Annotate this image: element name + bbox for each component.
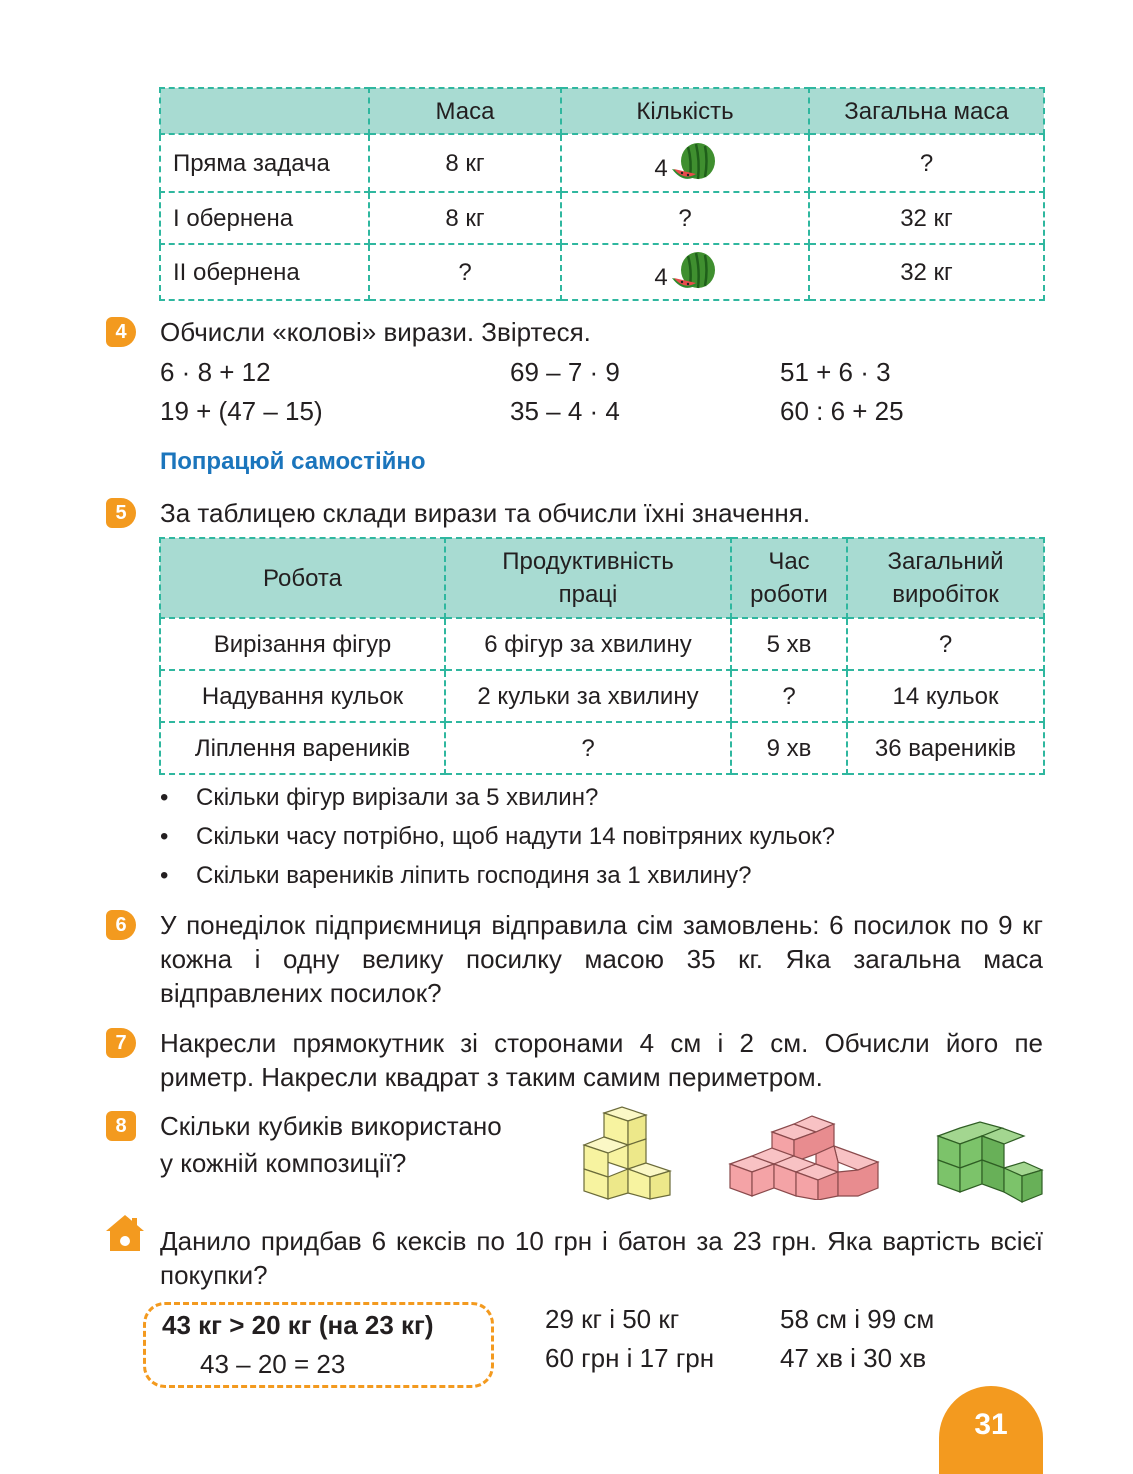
expression: 35 – 4 · 4 — [510, 396, 620, 426]
cell-count — [561, 244, 809, 300]
question-item — [160, 818, 835, 856]
question-text: Скільки часу потрібно, щоб надути 14 повітряних кульок? — [196, 823, 835, 850]
cell-count — [561, 134, 809, 192]
cell: ? — [445, 722, 731, 774]
task-number-badge: 7 — [106, 1028, 136, 1058]
table-row — [160, 244, 1044, 300]
pair: 60 грн і 17 грн — [545, 1343, 715, 1373]
bullet-icon: • — [160, 823, 169, 850]
table-header-row — [160, 88, 1044, 134]
cell: Надування кульок — [160, 670, 445, 722]
pair: 58 см і 99 см — [780, 1304, 935, 1334]
table-row — [160, 618, 1044, 670]
table-row — [160, 134, 1044, 192]
section-heading: Попрацюй самостійно — [160, 448, 426, 475]
example-subtraction: 43 – 20 = 23 — [200, 1349, 346, 1379]
homework-text: Данило придбав 6 кексів по 10 грн і батон за 23 грн. Яка вартість всієї покупки? — [160, 1226, 1043, 1290]
header-line: Продуктивність — [502, 548, 674, 575]
count-value: 4 — [654, 264, 668, 291]
cell: 6 фігур за хвилину — [445, 618, 731, 670]
yellow-cubes-figure — [580, 1105, 672, 1201]
pink-cubes-figure — [728, 1112, 882, 1200]
cell: 9 хв — [731, 722, 847, 774]
bullet-icon: • — [160, 862, 169, 889]
cell: ? — [809, 134, 1044, 192]
expression: 69 – 7 · 9 — [510, 357, 620, 387]
header-cell: Робота — [160, 538, 445, 618]
table-header-row — [160, 538, 1044, 618]
expression: 60 : 6 + 25 — [780, 396, 904, 426]
cell: Ліплення вареників — [160, 722, 445, 774]
question-item — [160, 779, 598, 817]
cell: 8 кг — [369, 134, 561, 192]
header-line: праці — [558, 581, 618, 608]
cell: ? — [847, 618, 1044, 670]
cell: 32 кг — [809, 244, 1044, 300]
cell: Вирізання фігур — [160, 618, 445, 670]
cell: 32 кг — [809, 192, 1044, 244]
table-row — [160, 192, 1044, 244]
header-line: Час — [768, 548, 810, 575]
header-line: виробіток — [892, 581, 999, 608]
row-label: II обернена — [160, 244, 369, 300]
header-cell — [847, 538, 1044, 618]
question-text: Скільки вареників ліпить господиня за 1 хвилину? — [196, 862, 752, 889]
cell: 2 кульки за хвилину — [445, 670, 731, 722]
task-number-badge: 5 — [106, 498, 136, 528]
expression: 19 + (47 – 15) — [160, 396, 323, 426]
cell: 14 кульок — [847, 670, 1044, 722]
header-cell: Загальна маса — [809, 88, 1044, 134]
task8-line2: у кожній композиції? — [160, 1148, 407, 1178]
green-cubes-figure — [934, 1118, 1044, 1204]
watermelon-icon — [670, 250, 716, 294]
task-number-badge: 4 — [106, 317, 136, 347]
table-row — [160, 670, 1044, 722]
work-table — [159, 537, 1045, 775]
question-item — [160, 857, 752, 895]
task4-text: Обчисли «колові» вирази. Звіртеся. — [160, 317, 591, 347]
row-label: Пряма задача — [160, 134, 369, 192]
cell: 36 вареників — [847, 722, 1044, 774]
expression: 6 · 8 + 12 — [160, 357, 271, 387]
task5-text: За таблицею склади вирази та обчисли їхні значення. — [160, 498, 811, 528]
header-cell — [160, 88, 369, 134]
expression: 51 + 6 · 3 — [780, 357, 891, 387]
task-number-badge: 8 — [106, 1111, 136, 1141]
cell: 8 кг — [369, 192, 561, 244]
home-icon — [104, 1213, 146, 1253]
watermelon-icon — [670, 141, 716, 185]
cell: ? — [561, 192, 809, 244]
header-line: роботи — [750, 581, 828, 608]
count-value: 4 — [654, 155, 668, 182]
task8-line1: Скільки кубиків використано — [160, 1111, 502, 1141]
header-line: Загальний — [887, 548, 1004, 575]
question-text: Скільки фігур вирізали за 5 хвилин? — [196, 784, 599, 811]
row-label: I обернена — [160, 192, 369, 244]
pair: 29 кг і 50 кг — [545, 1304, 680, 1334]
page-number: 31 — [939, 1386, 1043, 1474]
mass-table — [159, 87, 1045, 301]
cell: ? — [369, 244, 561, 300]
header-cell: Кількість — [561, 88, 809, 134]
task6-text: У понеділок підприємниця відправила сім замовлень: 6 посилок по 9 кг кожна і одну велику посилку масою 35 кг. Яка загальна маса відправлених посилок? — [160, 910, 1043, 1008]
example-comparison: 43 кг > 20 кг (на 23 кг) — [162, 1310, 434, 1340]
task-number-badge: 6 — [106, 910, 136, 940]
table-row — [160, 722, 1044, 774]
header-cell — [445, 538, 731, 618]
cell: ? — [731, 670, 847, 722]
header-cell — [731, 538, 847, 618]
pair: 47 хв і 30 хв — [780, 1343, 927, 1373]
cell: 5 хв — [731, 618, 847, 670]
header-cell: Маса — [369, 88, 561, 134]
bullet-icon: • — [160, 784, 169, 811]
task7-text: Накресли прямокутник зі сторонами 4 см і 2 см. Обчисли його пе риметр. Накресли квадрат з таким самим периметром. — [160, 1028, 1043, 1092]
